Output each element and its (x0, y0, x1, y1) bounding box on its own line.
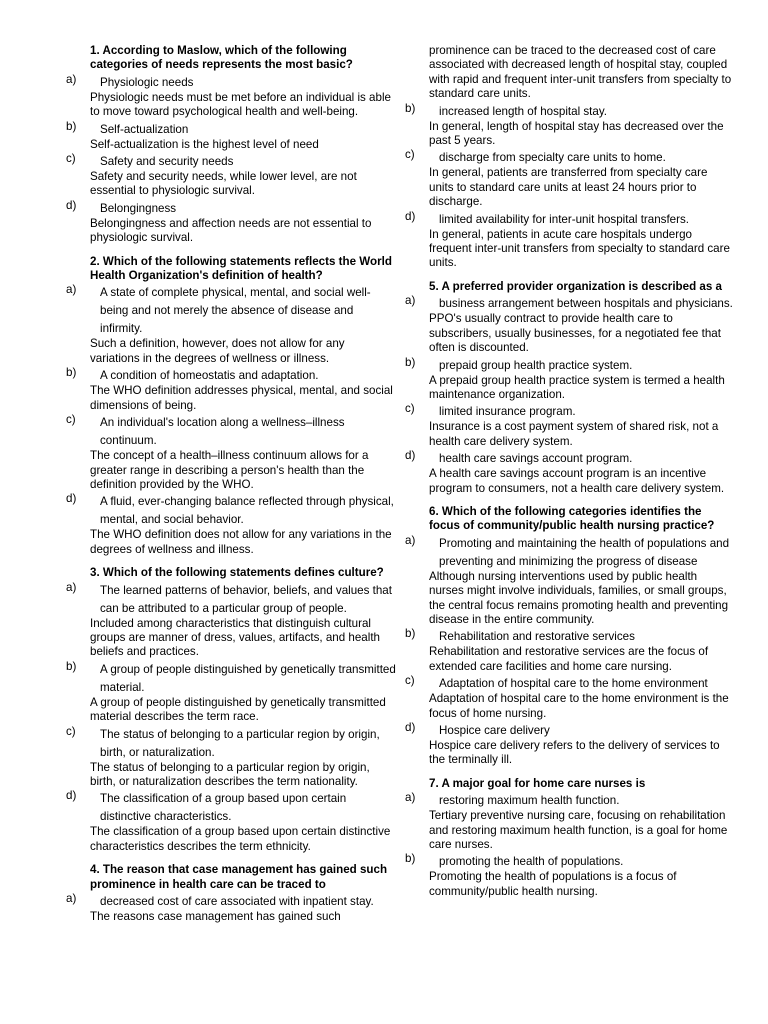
option-text: Safety and security needs (100, 155, 234, 169)
option-rationale: The reasons case management has gained such (90, 910, 341, 923)
option-b (66, 120, 396, 152)
option-b (405, 102, 735, 149)
right-column (405, 44, 735, 899)
option-c (66, 413, 396, 492)
question-text: 2. Which of the following statements reflects the World Health Organization's definition of health? (90, 254, 392, 283)
question-3 (66, 566, 396, 854)
option-text: The learned patterns of behavior, beliefs, and values that can be attributed to a particular group of people. (100, 583, 392, 615)
option-a (405, 534, 735, 628)
option-rationale: The WHO definition does not allow for any variations in the degrees of wellness and illness. (90, 528, 392, 556)
option-c (405, 148, 735, 209)
option-letter: a) (405, 294, 416, 308)
question-text: 7. A major goal for home care nurses is (429, 776, 646, 790)
option-a (405, 294, 735, 355)
option-rationale: The classification of a group based upon certain distinctive characteristics describes the term ethnicity. (90, 825, 391, 853)
option-letter: a) (66, 892, 77, 905)
option-rationale: A prepaid group health practice system is termed a health maintenance organization. (429, 373, 725, 401)
option-b (66, 660, 396, 725)
option-letter: d) (405, 721, 416, 734)
option-rationale: PPO's usually contract to provide health care to subscribers, usually businesses, for a negotiated fee that often is discounted. (429, 312, 721, 355)
option-letter: b) (405, 852, 416, 866)
option-text: restoring maximum health function. (439, 794, 620, 808)
option-letter: b) (66, 366, 77, 380)
option-rationale: The WHO definition addresses physical, mental, and social dimensions of being. (90, 384, 393, 412)
option-text: health care savings account program. (439, 452, 633, 466)
question-4 (66, 863, 396, 924)
option-rationale: A health care savings account program is an incentive program to consumers, not a health care delivery system. (429, 467, 725, 495)
option-text: An individual's location along a wellness–illness continuum. (100, 416, 345, 448)
option-text: Physiologic needs (100, 75, 194, 89)
option-letter: a) (405, 533, 416, 547)
option-text: A state of complete physical, mental, and social well-being and not merely the absence of disease and infirmity. (100, 286, 371, 336)
option-text: Promoting and maintaining the health of populations and preventing and minimizing the progress of disease (439, 536, 730, 568)
option-text: A fluid, ever-changing balance reflected through physical, mental, and social behavior. (100, 495, 394, 527)
option-rationale: Included among characteristics that distinguish cultural groups are manner of dress, values, artifacts, and health beliefs and practices. (90, 616, 381, 659)
option-c (405, 402, 735, 449)
option-d (405, 210, 735, 271)
option-rationale: Insurance is a cost payment system of shared risk, not a health care delivery system. (429, 420, 719, 448)
option-rationale: In general, patients are transferred from specialty care units to standard care units at least 24 hours prior to discharge. (429, 166, 708, 209)
option-letter: d) (66, 492, 77, 506)
option-rationale: In general, patients in acute care hospitals undergo frequent inter-unit transfers from specialty to standard care units. (429, 227, 730, 270)
option-a (405, 791, 735, 852)
question-2 (66, 255, 396, 557)
option-letter: d) (66, 789, 77, 803)
option-letter: c) (66, 413, 76, 427)
option-c (66, 725, 396, 790)
question-text: 3. Which of the following statements defines culture? (90, 566, 384, 580)
option-rationale: Tertiary preventive nursing care, focusing on rehabilitation and restoring maximum health function, is a goal for home care nurses. (429, 809, 728, 852)
option-letter: c) (66, 152, 76, 166)
option-text: decreased cost of care associated with inpatient stay. (100, 895, 374, 908)
option-letter: d) (405, 449, 416, 463)
option-text: limited availability for inter-unit hospital transfers. (439, 212, 690, 226)
option-letter: b) (66, 659, 77, 673)
option-text: prepaid group health practice system. (439, 358, 633, 372)
option-a (66, 73, 396, 120)
option-b (405, 356, 735, 403)
question-7 (405, 777, 735, 899)
option-text: Adaptation of hospital care to the home environment (439, 677, 708, 691)
option-rationale: Such a definition, however, does not allow for any variations in the degrees of wellness or illness. (90, 337, 345, 365)
option-a (66, 581, 396, 660)
option-rationale: Physiologic needs must be met before an individual is able to move toward psychological health and well-being. (90, 90, 391, 119)
option-rationale: A group of people distinguished by genetically transmitted material describes the term race. (90, 695, 386, 724)
option-letter: c) (405, 148, 415, 162)
option-rationale: The concept of a health–illness continuum allows for a greater range in describing a person's health than the definition provided by the WHO. (90, 449, 369, 491)
option-rationale: Although nursing interventions used by public health nurses might involve individuals, families, or small groups, the central focus remains promoting health and preventing disease in the entire community. (429, 569, 729, 626)
option-letter: d) (66, 198, 77, 212)
option-c (405, 674, 735, 721)
option-d (66, 789, 396, 854)
question-4-continued (405, 44, 735, 271)
option-letter: a) (405, 791, 416, 805)
option-letter: c) (66, 724, 76, 738)
option-text: Rehabilitation and restorative services (439, 630, 635, 644)
question-6 (405, 505, 735, 768)
option-rationale: The status of belonging to a particular region by origin, birth, or naturalization describes the term nationality. (90, 760, 370, 788)
option-c (66, 152, 396, 199)
option-text: Belongingness (100, 201, 177, 215)
left-column (66, 44, 396, 924)
option-text: discharge from specialty care units to home. (439, 151, 666, 165)
option-rationale: Rehabilitation and restorative services are the focus of extended care facilities and home care nursing. (429, 645, 709, 673)
option-letter: b) (405, 627, 416, 641)
option-text: A group of people distinguished by genetically transmitted material. (100, 662, 396, 694)
option-rationale: Promoting the health of populations is a focus of community/public health nursing. (429, 870, 677, 898)
option-b (405, 627, 735, 674)
option-letter: b) (66, 119, 77, 133)
rationale-continuation: prominence can be traced to the decreased cost of care associated with decreased length of hospital stay, coupled with rapid and frequent inter-unit transfers from specialty to standard care units. (429, 44, 732, 101)
question-text: 4. The reason that case management has gained such prominence in health care can be traced to (90, 863, 388, 891)
option-a (66, 892, 396, 924)
option-text: business arrangement between hospitals and physicians. (439, 297, 733, 311)
option-text: increased length of hospital stay. (439, 104, 607, 118)
option-rationale: Adaptation of hospital care to the home environment is the focus of home nursing. (429, 692, 729, 720)
option-text: Self-actualization (100, 122, 189, 136)
option-rationale: Self-actualization is the highest level of need (90, 137, 319, 151)
option-letter: b) (405, 355, 416, 369)
option-d (405, 721, 735, 768)
option-a (66, 283, 396, 366)
option-letter: d) (405, 209, 416, 223)
question-text: 6. Which of the following categories identifies the focus of community/public health nursing practice? (429, 504, 715, 533)
option-text: promoting the health of populations. (439, 855, 624, 869)
option-d (66, 492, 396, 557)
option-letter: a) (66, 580, 77, 594)
option-b (405, 852, 735, 899)
option-text: Hospice care delivery (439, 724, 550, 737)
option-letter: a) (66, 72, 77, 86)
option-letter: c) (405, 674, 415, 688)
option-rationale: Belongingness and affection needs are not essential to physiologic survival. (90, 216, 372, 245)
option-rationale: Safety and security needs, while lower level, are not essential to physiologic survival. (90, 170, 357, 198)
question-text: 5. A preferred provider organization is described as a (429, 279, 722, 293)
option-rationale: In general, length of hospital stay has decreased over the past 5 years. (429, 119, 724, 148)
option-letter: b) (405, 101, 416, 115)
question-5 (405, 280, 735, 496)
option-letter: a) (66, 283, 77, 297)
option-d (405, 449, 735, 496)
option-rationale: Hospice care delivery refers to the delivery of services to the terminally ill. (429, 739, 720, 767)
question-text: 1. According to Maslow, which of the following categories of needs represents the most basic? (90, 44, 353, 72)
option-b (66, 366, 396, 413)
option-text: A condition of homeostatis and adaptation. (100, 369, 319, 383)
option-letter: c) (405, 402, 415, 416)
option-d (66, 199, 396, 246)
question-1 (66, 44, 396, 246)
option-text: The status of belonging to a particular region by origin, birth, or naturalization. (100, 727, 380, 759)
option-text: limited insurance program. (439, 405, 576, 419)
option-text: The classification of a group based upon certain distinctive characteristics. (100, 792, 347, 824)
